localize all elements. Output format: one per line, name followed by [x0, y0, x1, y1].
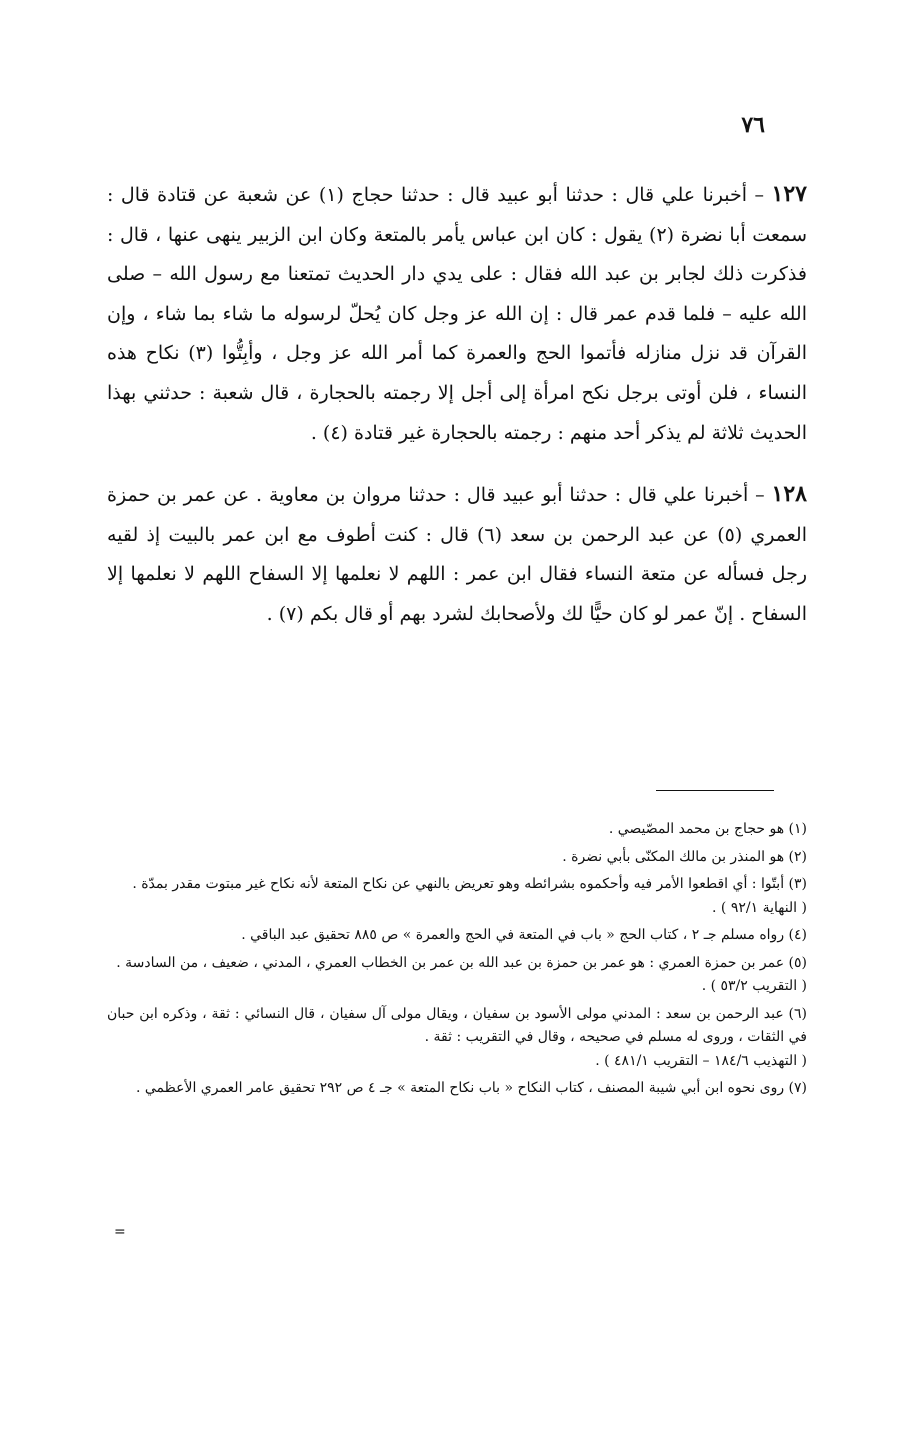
hadith-number: ١٢٨	[771, 481, 807, 508]
footnotes	[107, 818, 807, 1105]
hadith-number: ١٢٧	[771, 181, 807, 207]
page-number: ٧٦	[741, 112, 765, 138]
continuation-mark: =	[114, 1224, 126, 1240]
footnote: (٤) رواه مسلم جـ ٢ ، كتاب الحج « باب في المتعة في الحج والعمرة » ص ٨٨٥ تحقيق عبد الباقي .	[241, 927, 807, 943]
hadith-paragraph-127	[107, 175, 807, 453]
footnote: (٦) عبد الرحمن بن سعد : المدني مولى الأسود بن سفيان ، ويقال مولى آل سفيان ، قال النسائي : ثقة ، وذكره ابن حبان في الثقات ، وروى له مسلم في صحيحه ، وقال في التقريب : ثقة .	[107, 1005, 807, 1045]
footnote-divider	[656, 790, 774, 791]
footnote: (٧) روى نحوه ابن أبي شيبة المصنف ، كتاب النكاح « باب نكاح المتعة » جـ ٤ ص ٢٩٢ تحقيق عامر العمري الأعظمي .	[135, 1080, 807, 1096]
footnote-citation: ( النهاية ٩٢/١ ) .	[712, 899, 807, 916]
hadith-paragraph-128	[107, 475, 807, 634]
hadith-text: – أخبرنا علي قال : حدثنا أبو عبيد قال : حدثنا مروان بن معاوية . عن عمر بن حمزة العمري (٥) عن عبد الرحمن بن سعد (٦) قال : كنت أطوف مع ابن عمر بالبيت إذ لقيه رجل فسأله عن متعة النساء فقال ابن عمر : اللهم لا نعلمها إلا السفاح اللهم لا نعلمها إلا السفاح . إنّ عمر لو كان حيًّا لك ولأصحابك لشرد بهم أو قال بكم (٧) .	[107, 484, 807, 625]
footnote: (١) هو حجاج بن محمد المصّيصي .	[608, 821, 807, 837]
footnote: (٢) هو المنذر بن مالك المكنّى بأبي نضرة .	[562, 848, 807, 865]
footnote-citation: ( التهذيب ١٨٤/٦ – التقريب ٤٨١/١ ) .	[595, 1052, 807, 1069]
footnote: (٥) عمر بن حمزة العمري : هو عمر بن حمزة بن عبد الله بن عمر بن الخطاب العمري ، المدني ، ضعيف ، من السادسة .	[116, 954, 807, 971]
footnote-citation: ( التقريب ٥٣/٢ ) .	[701, 978, 807, 994]
main-text	[107, 175, 807, 657]
hadith-text: – أخبرنا علي قال : حدثنا أبو عبيد قال : حدثنا حجاج (١) عن شعبة عن قتادة قال : سمعت أبا نضرة (٢) يقول : كان ابن عباس يأمر بالمتعة وكان ابن الزبير ينهى عنها ، قال : فذكرت ذلك لجابر بن عبد الله فقال : على يدي دار الحديث تمتعنا مع رسول الله – صلى الله عليه – فلما قدم عمر قال : إن الله عز وجل كان يُحلّ لرسوله ما شاء بما شاء ، وإن القرآن قد نزل منازله فأتموا الحج والعمرة كما أمر الله عز وجل ، وأبِتُّوا (٣) نكاح هذه النساء ، فلن أوتى برجل نكح امرأة إلى أجل إلا رجمته بالحجارة ، قال شعبة : حدثني بهذا الحديث ثلاثة لم يذكر أحد منهم : رجمته بالحجارة غير قتادة (٤) .	[107, 184, 807, 444]
footnote: (٣) أبتّوا : أي اقطعوا الأمر فيه وأحكموه بشرائطه وهو تعريض بالنهي عن نكاح المتعة لأنه نكاح غير مبتوت مقدر بمدّة .	[132, 876, 807, 892]
